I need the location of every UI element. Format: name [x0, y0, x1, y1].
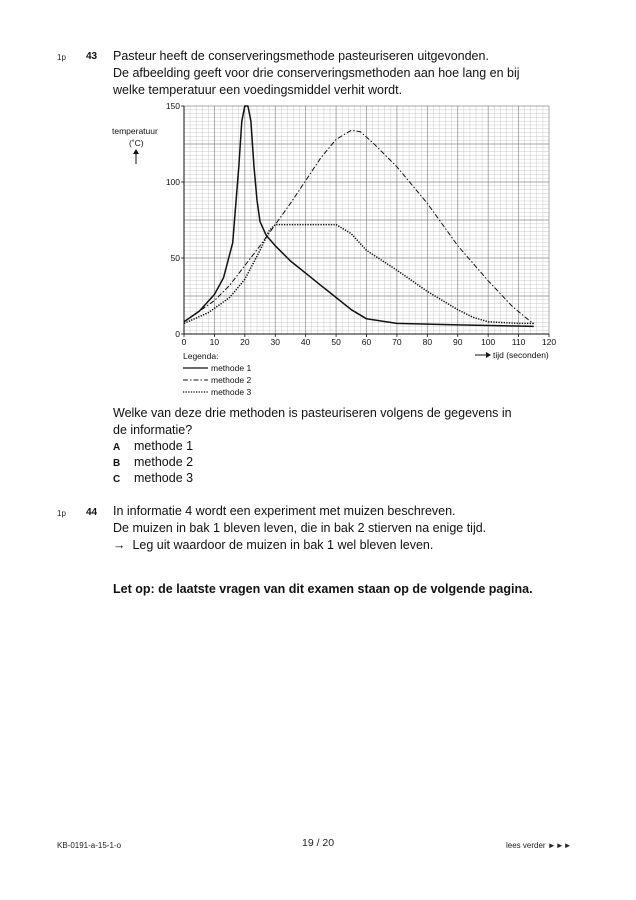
- legend-label-methode-1: methode 1: [211, 363, 252, 373]
- option-b-text: methode 2: [134, 455, 194, 469]
- next-page-notice: Let op: de laatste vragen van dit examen staan op de volgende pagina.: [113, 582, 533, 596]
- q44-instruction-line: [113, 537, 486, 554]
- points-label-44: 1p: [57, 509, 66, 518]
- y-axis-unit: (˚C): [129, 138, 144, 148]
- y-tick-label: 50: [170, 253, 180, 263]
- y-tick-label: 100: [165, 177, 180, 187]
- arrow-icon: →: [113, 538, 126, 552]
- question-number-43: 43: [86, 51, 98, 62]
- option-b-letter: B: [113, 458, 121, 469]
- series-line-methode-3: [184, 225, 534, 324]
- legend-label-methode-2: methode 2: [211, 375, 252, 385]
- x-tick-label: 70: [392, 337, 402, 347]
- intro-line: Pasteur heeft de conserveringsmethode pasteuriseren uitgevonden.: [113, 49, 489, 63]
- legend-label-methode-3: methode 3: [211, 387, 252, 397]
- option-a-letter: A: [113, 442, 121, 453]
- y-axis-label: temperatuur: [112, 126, 158, 136]
- prompt-line: de informatie?: [113, 423, 193, 437]
- question-number-44: 44: [86, 507, 98, 518]
- temperature-time-chart: [0, 0, 636, 430]
- x-tick-label: 20: [240, 337, 250, 347]
- q44-line: In informatie 4 wordt een experiment met muizen beschreven.: [113, 504, 456, 518]
- option-a-text: methode 1: [134, 439, 194, 453]
- x-tick-label: 100: [481, 337, 496, 347]
- q44-line: De muizen in bak 1 bleven leven, die in bak 2 stierven na enige tijd.: [113, 521, 487, 535]
- question-43-prompt: [113, 405, 512, 439]
- x-axis-label: tijd (seconden): [493, 350, 549, 360]
- y-tick-label: 150: [165, 101, 180, 111]
- y-tick-label: 0: [175, 329, 180, 339]
- page-number: 19 / 20: [302, 837, 335, 849]
- y-axis-arrow-icon: [133, 149, 139, 164]
- continue-label: lees verder ►►►: [506, 841, 572, 850]
- x-tick-label: 40: [300, 337, 311, 347]
- question-44-text: [113, 503, 486, 554]
- x-tick-label: 80: [422, 337, 433, 347]
- points-label-43: 1p: [57, 53, 66, 62]
- x-tick-label: 10: [209, 337, 220, 347]
- q44-instruction: Leg uit waardoor de muizen in bak 1 wel bleven leven.: [132, 538, 434, 552]
- intro-line: welke temperatuur een voedingsmiddel verhit wordt.: [113, 83, 403, 97]
- x-tick-label: 90: [453, 337, 463, 347]
- x-tick-label: 60: [361, 337, 372, 347]
- x-tick-label: 50: [331, 337, 341, 347]
- exam-code: KB-0191-a-15-1-o: [57, 841, 122, 850]
- x-tick-label: 0: [181, 337, 187, 347]
- intro-line: De afbeelding geeft voor drie conserveringsmethoden aan hoe lang en bij: [113, 66, 520, 80]
- prompt-line: Welke van deze drie methoden is pasteuriseren volgens de gegevens in: [113, 406, 512, 420]
- x-tick-labels: [182, 334, 557, 347]
- y-tick-labels: [166, 101, 184, 339]
- x-tick-label: 120: [541, 337, 557, 347]
- x-axis-arrow-icon: [475, 352, 491, 358]
- legend-title: Legenda:: [183, 351, 219, 361]
- x-tick-label: 110: [511, 337, 526, 347]
- x-tick-label: 30: [270, 337, 280, 347]
- option-c-letter: C: [113, 474, 121, 485]
- option-c-text: methode 3: [134, 471, 194, 485]
